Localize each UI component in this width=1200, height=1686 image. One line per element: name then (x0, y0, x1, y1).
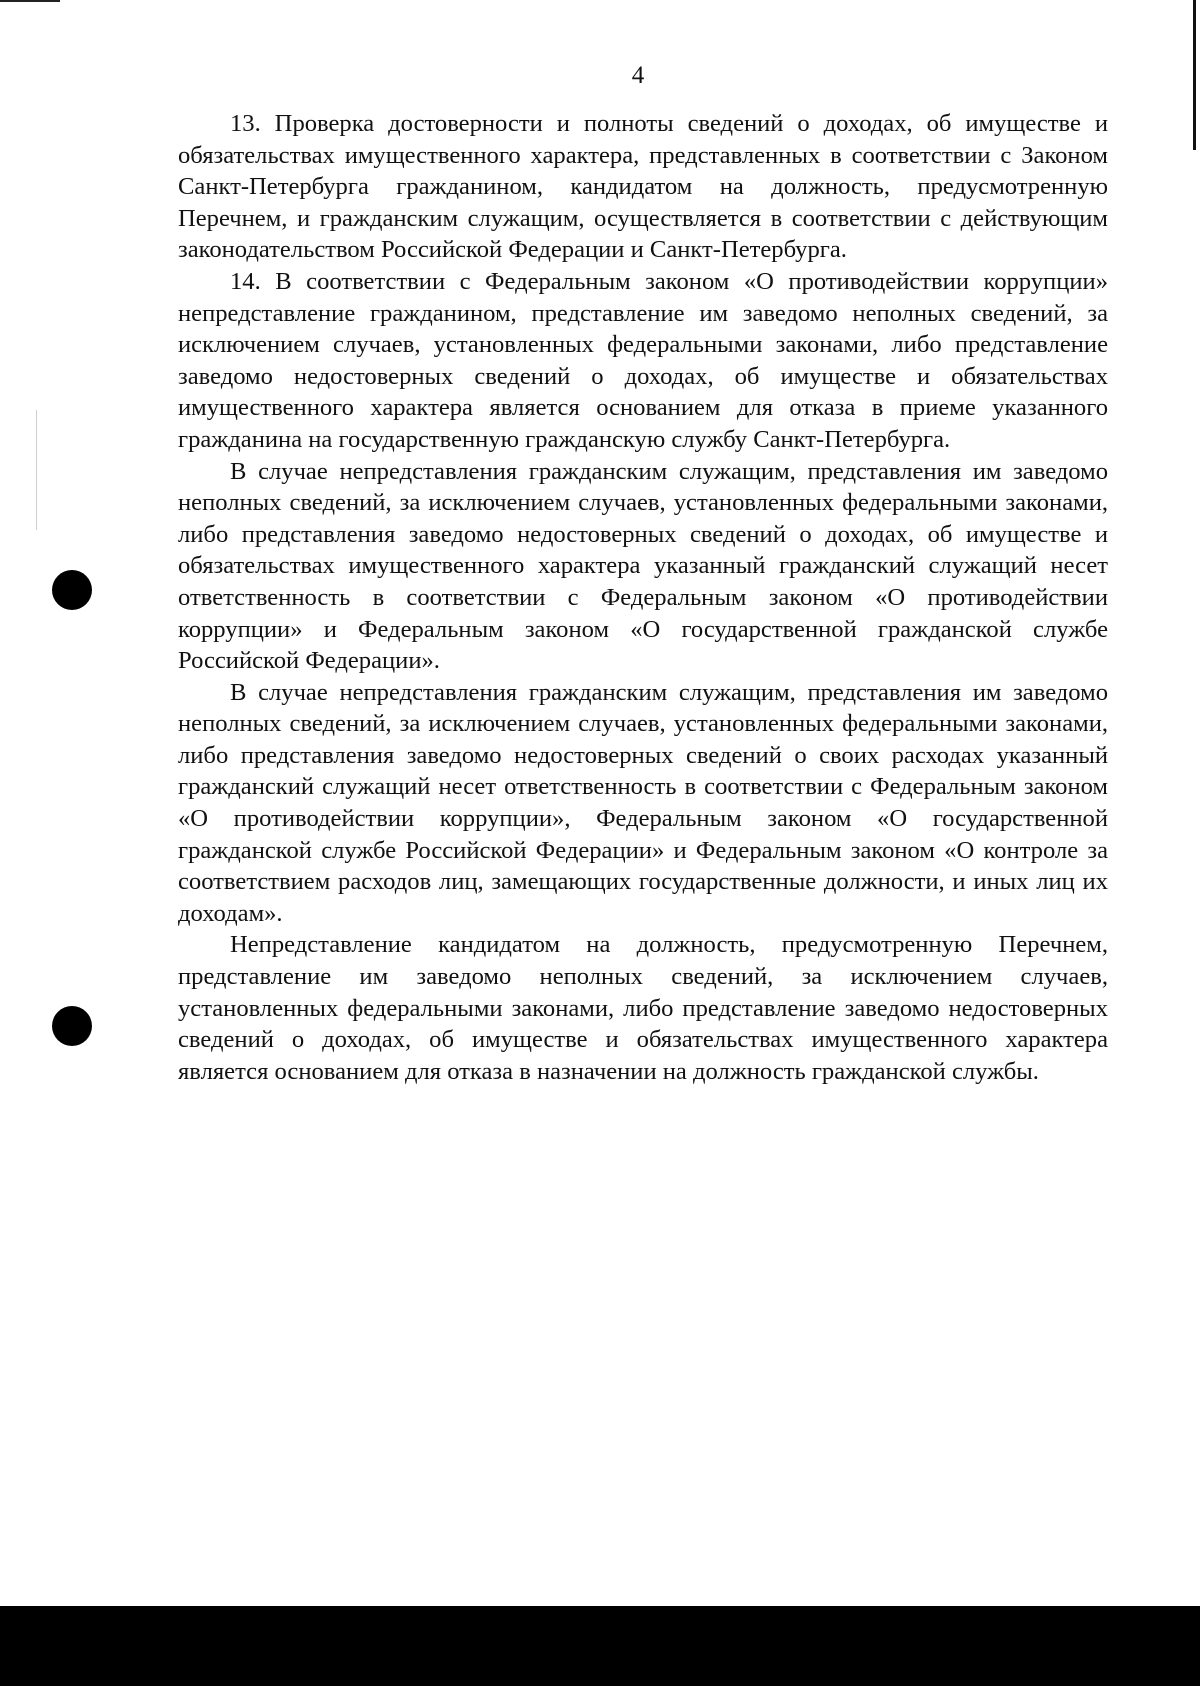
paragraph-14-refusal-of-admission: 14. В соответствии с Федеральным законом «О противодействии коррупции» непредставление гражданином, представление им заведомо неполных сведений, за исключением случаев, установленных федеральными законами, либо представление заведомо недостоверных сведений о доходах, об имуществе и обязательствах имущественного характера является основанием для отказа в приеме указанного гражданина на государственную гражданскую службу Санкт-Петербурга. (178, 267, 1108, 453)
punch-hole-upper (52, 570, 92, 610)
scan-bottom-band (0, 1606, 1200, 1686)
paragraph-liability-expense-info: В случае непредставления гражданским служащим, представления им заведомо неполных сведений, за исключением случаев, установленных федеральными законами, либо представления заведомо недостоверных сведений о своих расходах указанный гражданский служащий несет ответственность в соответствии с Федеральным законом «О противодействии коррупции», Федеральным законом «О государственной гражданской службе Российской Федерации» и Федеральным законом «О контроле за соответствием расходов лиц, замещающих государственные должности, и иных лиц их доходам». (178, 678, 1108, 927)
paragraph-candidate-refusal: Непредставление кандидатом на должность, предусмотренную Перечнем, представление им заведомо неполных сведений, за исключением случаев, установленных федеральными законами, либо представление заведомо недостоверных сведений о доходах, об имуществе и обязательствах имущественного характера является основанием для отказа в назначении на должность гражданской службы. (178, 931, 1108, 1085)
scan-edge-mark-top (0, 0, 60, 2)
scan-edge-mark-left (36, 410, 37, 530)
paragraph-13-verification: 13. Проверка достоверности и полноты сведений о доходах, об имуществе и обязательствах имущественного характера, представленных в соответствии с Законом Санкт-Петербурга гражданином, кандидатом на должность, предусмотренную Перечнем, и гражданским служащим, осуществляется в соответствии с действующим законодательством Российской Федерации и Санкт-Петербурга. (178, 110, 1108, 264)
paragraph-liability-income-info: В случае непредставления гражданским служащим, представления им заведомо неполных сведений, за исключением случаев, установленных федеральными законами, либо представления заведомо недостоверных сведений о доходах, об имуществе и обязательствах имущественного характера указанный гражданский служащий несет ответственность в соответствии с Федеральным законом «О противодействии коррупции» и Федеральным законом «О государственной гражданской службе Российской Федерации». (178, 457, 1108, 675)
punch-hole-lower (52, 1006, 92, 1046)
document-body (178, 108, 1108, 1087)
page-number: 4 (631, 62, 645, 89)
